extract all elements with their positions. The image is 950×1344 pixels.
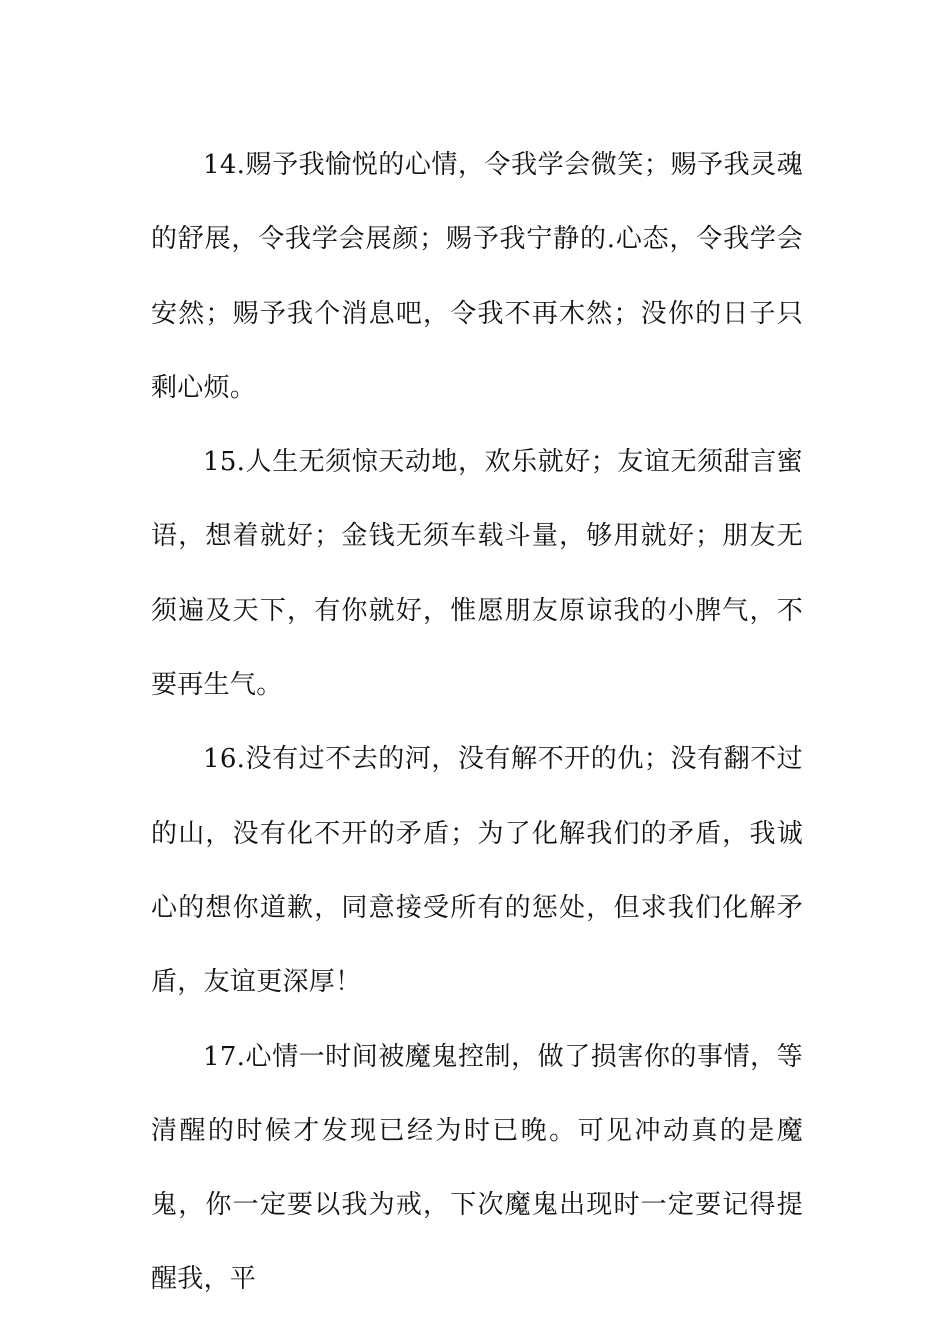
paragraph-14: 14.赐予我愉悦的心情，令我学会微笑；赐予我灵魂的舒展，令我学会展颜；赐予我宁静的.心态，令我学会安然；赐予我个消息吧，令我不再木然；没你的日子只剩心烦。 — [151, 150, 803, 403]
paragraph-16: 16.没有过不去的河，没有解不开的仇；没有翻不过的山，没有化不开的矛盾；为了化解我们的矛盾，我诚心的想你道歉，同意接受所有的惩处，但求我们化解矛盾，友谊更深厚！ — [151, 744, 803, 998]
document-body — [151, 128, 803, 1317]
paragraph-15: 15.人生无须惊天动地，欢乐就好；友谊无须甜言蜜语，想着就好；金钱无须车载斗量，够用就好；朋友无须遍及天下，有你就好，惟愿朋友原谅我的小脾气，不要再生气。 — [151, 447, 803, 701]
paragraph-17: 17.心情一时间被魔鬼控制，做了损害你的事情，等清醒的时候才发现已经为时已晚。可见冲动真的是魔鬼，你一定要以我为戒，下次魔鬼出现时一定要记得提醒我，平 — [151, 1041, 803, 1295]
